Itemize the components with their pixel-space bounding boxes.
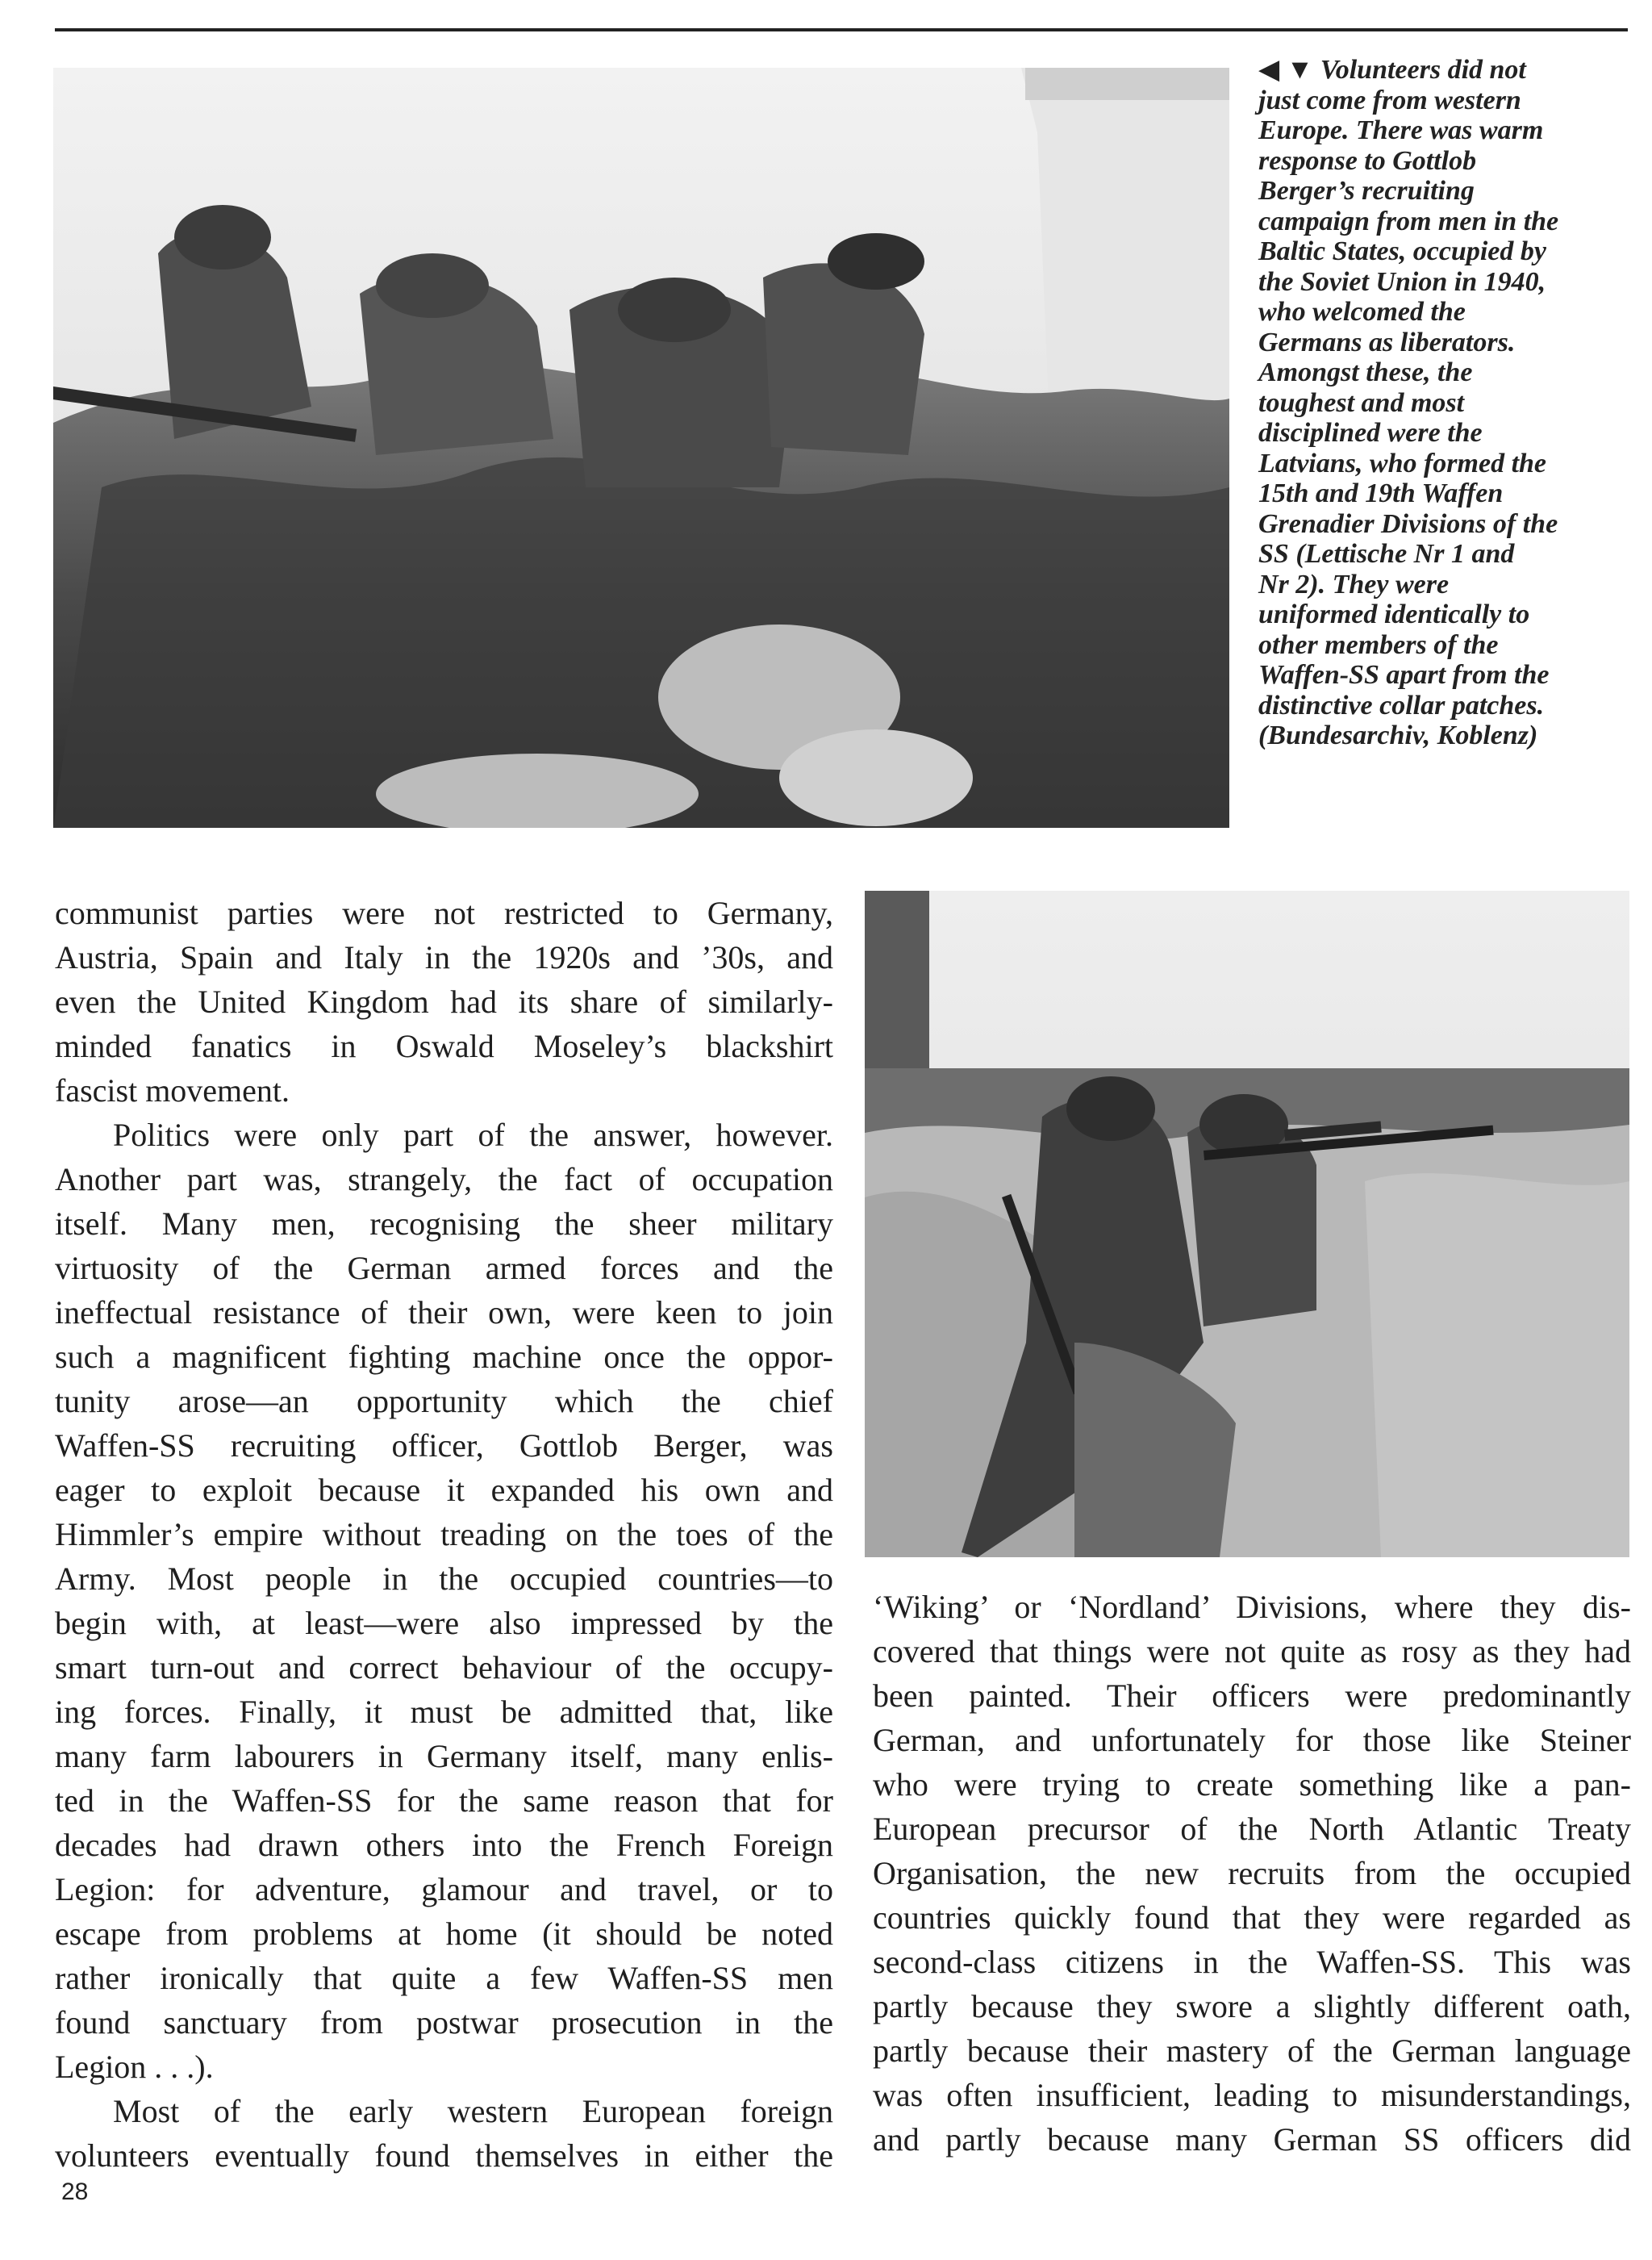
body-line: countries quickly found that they were regarded as xyxy=(873,1899,1631,1936)
header-rule xyxy=(55,28,1628,31)
body-line: who were trying to create something like a pan- xyxy=(873,1766,1631,1803)
body-line: Waffen-SS recruiting officer, Gottlob Berger, was xyxy=(55,1427,833,1464)
body-line: found sanctuary from postwar prosecution in the xyxy=(55,2004,833,2041)
body-line: Legion . . .). xyxy=(55,2049,214,2085)
caption-line: just come from western xyxy=(1258,85,1521,115)
body-line: and partly because many German SS officers did xyxy=(873,2121,1631,2158)
body-column-left xyxy=(55,891,833,2178)
photo-soldiers-advancing-image xyxy=(53,68,1229,828)
body-line: fascist movement. xyxy=(55,1072,290,1109)
caption-line: Amongst these, the xyxy=(1258,357,1473,387)
caption-line: campaign from men in the xyxy=(1258,206,1559,236)
body-line: such a magnificent fighting machine once the oppor- xyxy=(55,1339,833,1375)
body-line: was often insufficient, leading to misunderstandings, xyxy=(873,2077,1631,2113)
body-line: tunity arose—an opportunity which the chief xyxy=(55,1383,833,1419)
caption-line: Nr 2). They were xyxy=(1258,569,1450,599)
caption-line: response to Gottlob xyxy=(1258,145,1477,176)
caption-line: who welcomed the xyxy=(1258,297,1466,327)
body-line: many farm labourers in Germany itself, many enlis- xyxy=(55,1738,833,1774)
caption-line: the Soviet Union in 1940, xyxy=(1258,266,1546,297)
body-line: Himmler’s empire without treading on the toes of the xyxy=(55,1516,833,1552)
body-line: ineffectual resistance of their own, were keen to join xyxy=(55,1294,833,1331)
body-line: ‘Wiking’ or ‘Nordland’ Divisions, where they dis- xyxy=(873,1589,1631,1625)
body-line: Another part was, strangely, the fact of occupation xyxy=(55,1161,833,1197)
body-line: communist parties were not restricted to Germany, xyxy=(55,895,833,931)
caption-line: 15th and 19th Waffen xyxy=(1258,478,1504,508)
caption-line: ◀ ▼ Volunteers did not xyxy=(1258,55,1526,85)
body-line: Organisation, the new recruits from the occupied xyxy=(873,1855,1631,1891)
body-line: Legion: for adventure, glamour and travel, or to xyxy=(55,1871,833,1907)
caption-line: uniformed identically to xyxy=(1258,599,1530,629)
body-line: even the United Kingdom had its share of similarly- xyxy=(55,984,833,1020)
body-line: Austria, Spain and Italy in the 1920s and ’30s, and xyxy=(55,939,833,975)
caption-line: Latvians, who formed the xyxy=(1258,448,1547,478)
caption-line: (Bundesarchiv, Koblenz) xyxy=(1258,721,1538,750)
body-line: Most of the early western European foreign xyxy=(113,2093,833,2129)
body-line: minded fanatics in Oswald Moseley’s blackshirt xyxy=(55,1028,833,1064)
body-line: virtuosity of the German armed forces and the xyxy=(55,1250,833,1286)
body-line: smart turn-out and correct behaviour of the occupy- xyxy=(55,1649,833,1686)
body-line: eager to exploit because it expanded his own and xyxy=(55,1472,833,1508)
caption-line: toughest and most xyxy=(1258,387,1465,418)
caption-line: other members of the xyxy=(1258,629,1499,660)
body-line: ing forces. Finally, it must be admitted that, like xyxy=(55,1694,833,1730)
body-line: decades had drawn others into the French Foreign xyxy=(55,1827,833,1863)
caption-line: Grenadier Divisions of the xyxy=(1258,508,1558,539)
caption-line: Baltic States, occupied by xyxy=(1258,236,1546,266)
caption-line: distinctive collar patches. xyxy=(1258,690,1545,721)
caption-line: Berger’s recruiting xyxy=(1258,176,1475,206)
body-line: ted in the Waffen-SS for the same reason that for xyxy=(55,1782,833,1819)
body-line: volunteers eventually found themselves in either the xyxy=(55,2137,833,2174)
body-line: Politics were only part of the answer, however. xyxy=(113,1117,833,1153)
body-line: been painted. Their officers were predominantly xyxy=(873,1677,1631,1714)
body-line: Army. Most people in the occupied countries—to xyxy=(55,1560,833,1597)
caption-line: Germans as liberators. xyxy=(1258,327,1516,357)
body-line: European precursor of the North Atlantic Treaty xyxy=(873,1811,1631,1847)
body-line: partly because they swore a slightly different oath, xyxy=(873,1988,1631,2024)
photo-caption xyxy=(1258,55,1629,751)
body-column-right xyxy=(873,1585,1631,2162)
body-line: partly because their mastery of the German language xyxy=(873,2032,1631,2069)
body-line: covered that things were not quite as rosy as they had xyxy=(873,1633,1631,1669)
body-line: escape from problems at home (it should be noted xyxy=(55,1915,833,1952)
body-line: second-class citizens in the Waffen-SS. This was xyxy=(873,1944,1631,1980)
caption-line: Waffen-SS apart from the xyxy=(1258,660,1550,690)
caption-line: Europe. There was warm xyxy=(1258,115,1544,145)
body-line: rather ironically that quite a few Waffen-SS men xyxy=(55,1960,833,1996)
photo-sniper-in-rubble-image xyxy=(865,891,1629,1557)
body-line: German, and unfortunately for those like Steiner xyxy=(873,1722,1631,1758)
photo-soldiers-advancing xyxy=(53,68,1229,828)
page-number: 28 xyxy=(61,2179,89,2205)
caption-line: SS (Lettische Nr 1 and xyxy=(1258,539,1515,569)
caption-line: disciplined were the xyxy=(1258,418,1483,448)
body-line: begin with, at least—were also impressed by the xyxy=(55,1605,833,1641)
body-line: itself. Many men, recognising the sheer military xyxy=(55,1205,833,1242)
photo-sniper-in-rubble xyxy=(865,891,1629,1557)
